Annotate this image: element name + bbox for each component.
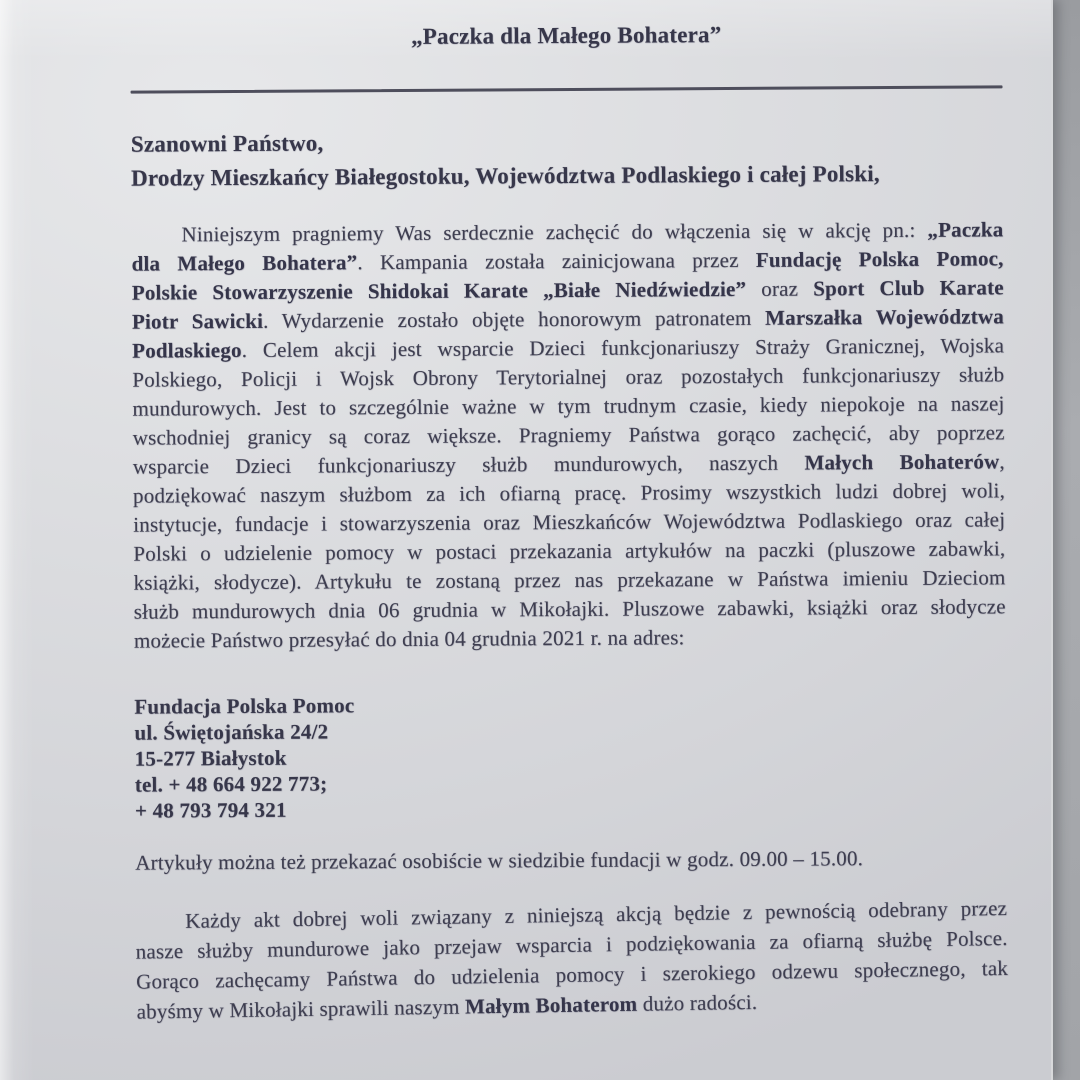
text-line (131, 122, 1003, 161)
text-segment: . Kampania została zainicjowana przez (357, 247, 756, 275)
bold-text-segment: Małych Bohaterów (804, 449, 1000, 475)
address-block (134, 688, 1007, 823)
text-segment: podziękować naszym służbom za ich ofiarną pracę. Prosimy wszystkich ludzi dobrej woli, (132, 478, 1006, 508)
text-segment: służb mundurowych dnia 06 grudnia w Mikołajki. Pluszowe zabawki, książki oraz słodycze (133, 594, 1006, 624)
text-segment: Niniejszym pragniemy Was serdecznie zachęcić do włączenia się w akcję pn.: (181, 217, 928, 247)
pickup-hours-note: Artykuły można też przekazać osobiście w siedzibie fundacji w godz. 09.00 – 15.00. (135, 846, 864, 875)
bold-text-segment: Sport Club Karate (813, 275, 1004, 301)
divider-line (131, 85, 1003, 93)
text-segment: Drodzy Mieszkańcy Białegostoku, Województwa Podlaskiego i całej Polski, (131, 161, 880, 191)
bold-text-segment: Piotr Sawicki (131, 308, 264, 334)
text-line (135, 792, 1007, 823)
text-segment: 15-277 Białystok (134, 745, 287, 771)
salutation (131, 122, 1003, 195)
bold-text-segment: Podlaskiego (132, 337, 242, 363)
text-segment: Polskiego, Policji i Wojsk Obrony Terytorialnej oraz pozostałych funkcjonariuszy służb (132, 362, 1005, 392)
text-segment: Każdy akt dobrej woli związany z niniejszą akcją będzie z pewnością odebrany przez (184, 895, 1008, 933)
letter-content (130, 0, 1008, 1027)
page-title: „Paczka dla Małego Bohatera” (410, 22, 722, 49)
text-segment: ul. Świętojańska 24/2 (134, 719, 329, 745)
text-line (134, 592, 1006, 626)
text-segment: abyśmy w Mikołajki sprawili naszym (136, 994, 466, 1024)
text-segment: możecie Państwo przesyłać do dnia 04 grudnia 2021 r. na adres: (133, 625, 685, 653)
bold-text-segment: Marszałka Województwa (765, 304, 1005, 330)
text-segment: Gorąco zachęcamy Państwa do udzielenia pomocy i szerokiego odzewu społecznego, tak (135, 955, 1009, 994)
text-segment: + 48 793 794 321 (134, 797, 287, 823)
bold-text-segment: Fundację Polska Pomoc, (755, 246, 1004, 272)
bold-text-segment: Małym Bohaterom (464, 991, 638, 1019)
text-segment: . Wydarzenie zostało objęte honorowym patronatem (263, 305, 766, 333)
closing-paragraph (135, 893, 1009, 1027)
text-segment: Fundacja Polska Pomoc (134, 693, 355, 719)
text-segment: oraz (746, 276, 814, 301)
text-segment: , (999, 449, 1005, 474)
text-segment: książki, słodycze). Artykułu te zostaną przez nas przekazane w Państwa imieniu Dzieciom (133, 565, 1006, 595)
text-segment: wschodniej granicy są coraz większe. Pragniemy Państwa gorąco zachęcić, aby poprzez (132, 420, 1005, 450)
text-segment: . Celem akcji jest wsparcie Dzieci funkcjonariuszy Straży Granicznej, Wojska (241, 333, 1005, 362)
text-line (134, 621, 1006, 655)
text-segment: wsparcie Dzieci funkcjonariuszy służb mundurowych, naszych (132, 450, 805, 479)
bold-text-segment: dla Małego Bohatera” (131, 250, 358, 276)
text-segment: Szanowni Państwo, (130, 130, 324, 157)
bold-text-segment: „Paczka (927, 217, 1004, 242)
text-segment: dużo radości. (637, 989, 758, 1016)
text-segment: instytucje, fundacje i stowarzyszenia oraz Mieszkańców Województwa Podlaskiego oraz całej (133, 507, 1006, 537)
text-segment: nasze służby mundurowe jako przejaw wsparcia i podziękowania za ofiarną służbę Polsce. (135, 925, 1008, 964)
text-line (131, 156, 1003, 195)
intro-paragraph (131, 215, 1006, 655)
text-segment: mundurowych. Jest to szczególnie ważne w tym trudnym czasie, kiedy niepokoje na naszej (132, 391, 1005, 421)
text-segment: Polski o udzielenie pomocy w postaci przekazania artykułów na paczki (pluszowe zabawki, (133, 536, 1006, 566)
bold-text-segment: Polskie Stowarzyszenie Shidokai Karate „Białe Niedźwiedzie” (131, 276, 747, 305)
text-segment: tel. + 48 664 922 773; (134, 771, 328, 797)
